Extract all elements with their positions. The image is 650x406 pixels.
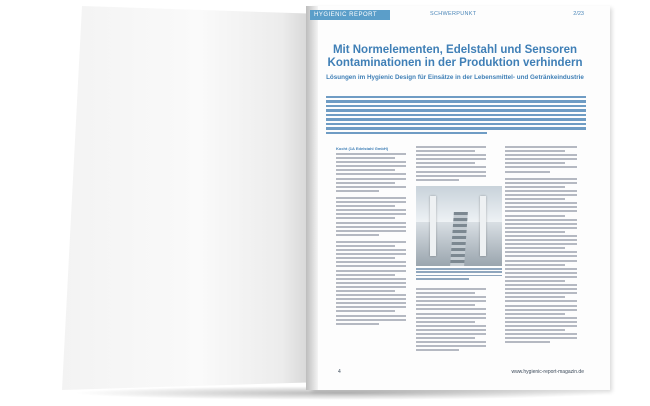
text-column-2-continued xyxy=(416,288,486,354)
header-page-number: 2/23 xyxy=(573,11,584,17)
intro-paragraph xyxy=(326,96,586,136)
text-column-2 xyxy=(416,146,486,183)
footer-url: www.hygienic-report-magazin.de xyxy=(511,369,584,375)
title-line-2: Kontaminationen in der Produktion verhindern xyxy=(327,57,583,69)
text-column-3 xyxy=(505,146,577,346)
article-subtitle: Lösungen im Hygienic Design für Einsätze in der Lebensmittel- und Getränkeindustrie xyxy=(326,74,584,81)
section-label: SCHWERPUNKT xyxy=(430,11,477,17)
magazine-spine xyxy=(306,6,318,390)
footer-page-number: 4 xyxy=(338,369,341,375)
magazine-brand-bar xyxy=(310,10,390,20)
column-heading: Kocht (1A Edelstahl GmbH) xyxy=(336,146,389,151)
photo-caption xyxy=(416,268,502,282)
left-page xyxy=(62,6,312,390)
production-line-photo xyxy=(416,186,502,266)
page-header xyxy=(310,10,584,20)
text-column-1 xyxy=(336,146,406,327)
title-line-1: Mit Normelementen, Edelstahl und Sensoren xyxy=(332,44,578,56)
magazine-brand: HYGIENIC REPORT xyxy=(314,12,378,18)
article-title xyxy=(326,44,584,70)
